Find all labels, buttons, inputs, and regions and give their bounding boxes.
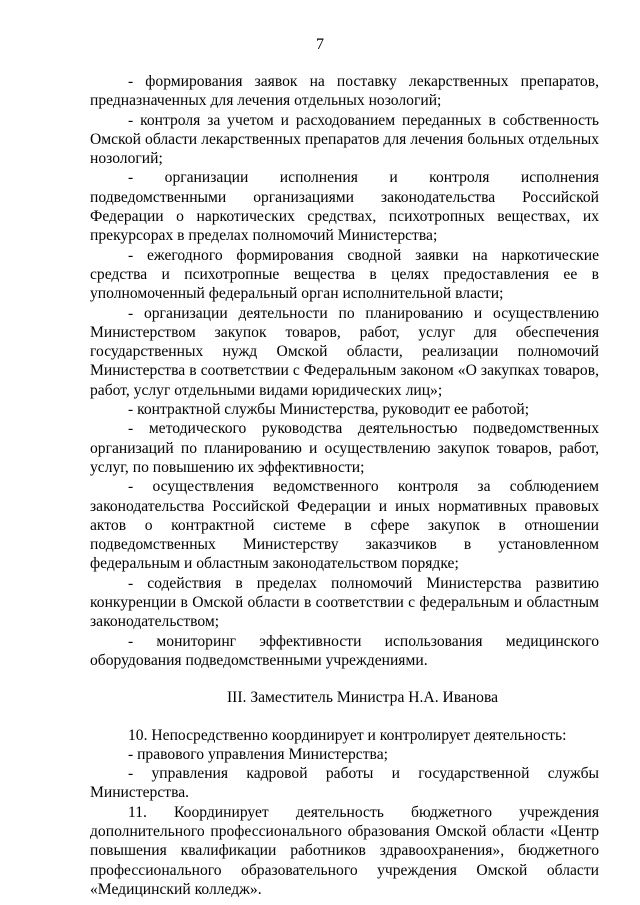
list-item: - осуществления ведомственного контроля за соблюдением законодательства Российской Федерации и иных нормативных правовых актов о контрактной системе в сфере закупок в отношении подведомственных Министерству заказчиков в установленном федеральным и областным законодательством порядке;	[90, 478, 599, 573]
list-item: - контрактной службы Министерства, руководит ее работой;	[128, 401, 530, 419]
page-number: 7	[316, 36, 324, 53]
list-item: - контроля за учетом и расходованием переданных в собственность Омской области лекарственных препаратов для лечения больных отдельных нозологий;	[90, 111, 599, 168]
list-item: - организации деятельности по планированию и осуществлению Министерством закупок товаров, работ, услуг для обеспечения государственных нужд Омской области, реализации полномочий Министерства в соответствии с Федеральным законом «О закупках товаров, работ, услуг отдельными видами юридических лиц»;	[90, 304, 599, 399]
list-item: - формирования заявок на поставку лекарственных препаратов, предназначенных для лечения отдельных нозологий;	[90, 73, 599, 110]
section-heading: III. Заместитель Министра Н.А. Иванова	[226, 689, 499, 707]
list-item: - ежегодного формирования сводной заявки на наркотические средства и психотропные вещества в целях предоставления ее в уполномоченный федеральный орган исполнительной власти;	[90, 246, 599, 303]
list-item: - правового управления Министерства;	[128, 745, 388, 763]
numbered-paragraph: 11. Координирует деятельность бюджетного учреждения дополнительного профессионального образования Омской области «Центр повышения квалификации работников здравоохранения», бюджетного профессионального образовательного учреждения Омской области «Медицинский колледж».	[90, 803, 599, 898]
list-item: - методического руководства деятельностью подведомственных организаций по планированию и осуществлению закупок товаров, работ, услуг, по повышению их эффективности;	[90, 420, 599, 476]
list-item: - управления кадровой работы и государственной службы Министерства.	[90, 765, 599, 802]
list-item: - организации исполнения и контроля исполнения подведомственными организациями законодательства Российской Федерации о наркотических средствах, психотропных веществах, их прекурсорах в пределах полномочий Министерства;	[90, 169, 599, 245]
numbered-paragraph: 10. Непосредственно координирует и контролирует деятельность:	[128, 726, 567, 744]
list-item: - мониторинг эффективности использования медицинского оборудования подведомственными учреждениями.	[90, 632, 599, 669]
document-body	[90, 72, 599, 899]
list-item: - содействия в пределах полномочий Министерства развитию конкуренции в Омской области в соответствии с федеральным и областным законодательством;	[90, 574, 599, 631]
